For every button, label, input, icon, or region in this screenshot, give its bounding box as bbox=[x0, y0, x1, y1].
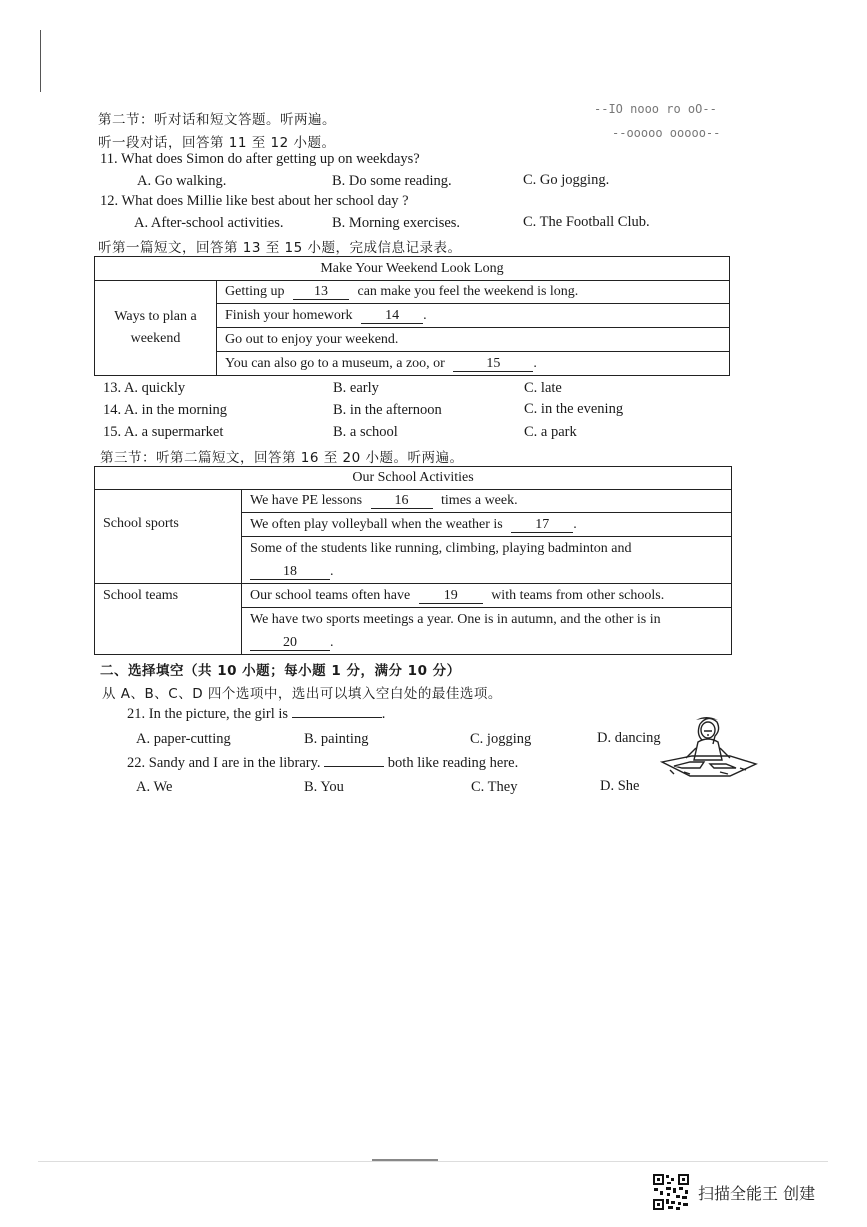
section3-heading: 第三节：听第二篇短文，回答第 16 至 20 小题。听两遍。 bbox=[100, 450, 464, 466]
table2-sports-head: School sports bbox=[95, 490, 242, 584]
blank-19: 19 bbox=[419, 589, 483, 604]
q15-option-b: B. a school bbox=[333, 424, 398, 440]
table2-title: Our School Activities bbox=[95, 467, 732, 490]
blank-17: 17 bbox=[511, 518, 573, 533]
blank-16: 16 bbox=[371, 494, 433, 509]
table2-row-20: We have two sports meetings a year. One is in autumn, and the other is in 20 . bbox=[242, 608, 732, 655]
q22-stem: 22. Sandy and I are in the library. both like reading here. bbox=[127, 755, 519, 771]
q22-option-b: B. You bbox=[304, 779, 344, 795]
table1-row-14: Finish your homework 14 . bbox=[217, 304, 730, 328]
blank-15: 15 bbox=[453, 357, 533, 372]
q12-option-c: C. The Football Club. bbox=[523, 214, 650, 230]
q21-stem: 21. In the picture, the girl is . bbox=[127, 706, 386, 722]
left-margin-line bbox=[40, 30, 41, 92]
table2-row-16: We have PE lessons 16 times a week. bbox=[242, 490, 732, 513]
q12-stem: 12. What does Millie like best about her school day ? bbox=[100, 193, 409, 209]
table2-row-17: We often play volleyball when the weather is 17 . bbox=[242, 513, 732, 537]
q22-option-d: D. She bbox=[600, 778, 640, 794]
blank-13: 13 bbox=[293, 285, 349, 300]
q22-blank bbox=[324, 766, 384, 767]
q13-option-c: C. late bbox=[524, 380, 562, 396]
q21-option-a: A. paper-cutting bbox=[136, 731, 231, 747]
corner-scan-text-1: --IO nooo ro oO-- bbox=[594, 102, 717, 116]
q14-option-a: 14. A. in the morning bbox=[103, 402, 228, 418]
school-activities-table bbox=[94, 466, 732, 655]
q11-option-c: C. Go jogging. bbox=[523, 172, 610, 188]
q11-option-a: A. Go walking. bbox=[137, 173, 227, 189]
table1-row-go-out: Go out to enjoy your weekend. bbox=[217, 328, 730, 352]
q11-stem: 11. What does Simon do after getting up on weekdays? bbox=[100, 151, 420, 167]
q13-option-a: 13. A. quickly bbox=[103, 380, 186, 396]
table2-teams-head: School teams bbox=[95, 584, 242, 655]
q14-option-b: B. in the afternoon bbox=[333, 402, 442, 418]
q22-option-a: A. We bbox=[136, 779, 173, 795]
q11-option-b: B. Do some reading. bbox=[332, 173, 452, 189]
q21-option-c: C. jogging bbox=[470, 731, 532, 747]
table2-row-19: Our school teams often have 19 with teams from other schools. bbox=[242, 584, 732, 608]
section2-instruction-2: 听第一篇短文，回答第 13 至 15 小题，完成信息记录表。 bbox=[98, 240, 462, 256]
section2-instruction-1: 听一段对话，回答第 11 至 12 小题。 bbox=[98, 135, 336, 151]
q21-option-d: D. dancing bbox=[597, 730, 661, 746]
q15-option-c: C. a park bbox=[524, 424, 577, 440]
girl-at-table-illustration bbox=[660, 714, 760, 780]
q15-option-a: 15. A. a supermarket bbox=[103, 424, 224, 440]
scanner-watermark: 扫描全能王 创建 bbox=[698, 1184, 816, 1203]
q12-option-a: A. After-school activities. bbox=[134, 215, 284, 231]
q21-blank bbox=[292, 717, 382, 718]
part2-instruction: 从 A、B、C、D 四个选项中，选出可以填入空白处的最佳选项。 bbox=[102, 686, 502, 702]
q22-option-c: C. They bbox=[471, 779, 518, 795]
q21-option-b: B. painting bbox=[304, 731, 369, 747]
blank-20: 20 bbox=[250, 636, 330, 651]
footer-mark bbox=[372, 1159, 438, 1161]
footer-divider bbox=[38, 1161, 828, 1162]
q13-option-b: B. early bbox=[333, 380, 379, 396]
table2-row-18: Some of the students like running, climbing, playing badminton and 18 . bbox=[242, 537, 732, 584]
q14-option-c: C. in the evening bbox=[524, 401, 624, 417]
corner-scan-text-2: --ooooo ooooo-- bbox=[612, 126, 721, 140]
weekend-info-table bbox=[94, 256, 730, 376]
blank-14: 14 bbox=[361, 309, 423, 324]
table1-title: Make Your Weekend Look Long bbox=[95, 257, 730, 281]
blank-18: 18 bbox=[250, 565, 330, 580]
part2-heading: 二、选择填空（共 10 小题；每小题 1 分，满分 10 分） bbox=[100, 663, 461, 679]
section2-heading: 第二节：听对话和短文答题。听两遍。 bbox=[98, 112, 336, 128]
q12-option-b: B. Morning exercises. bbox=[332, 215, 461, 231]
table1-row-head: Ways to plan a weekend bbox=[95, 281, 217, 376]
table1-row-13: Getting up 13 can make you feel the weekend is long. bbox=[217, 281, 730, 304]
table1-row-15: You can also go to a museum, a zoo, or 15 . bbox=[217, 352, 730, 376]
qr-code-icon bbox=[652, 1173, 690, 1211]
